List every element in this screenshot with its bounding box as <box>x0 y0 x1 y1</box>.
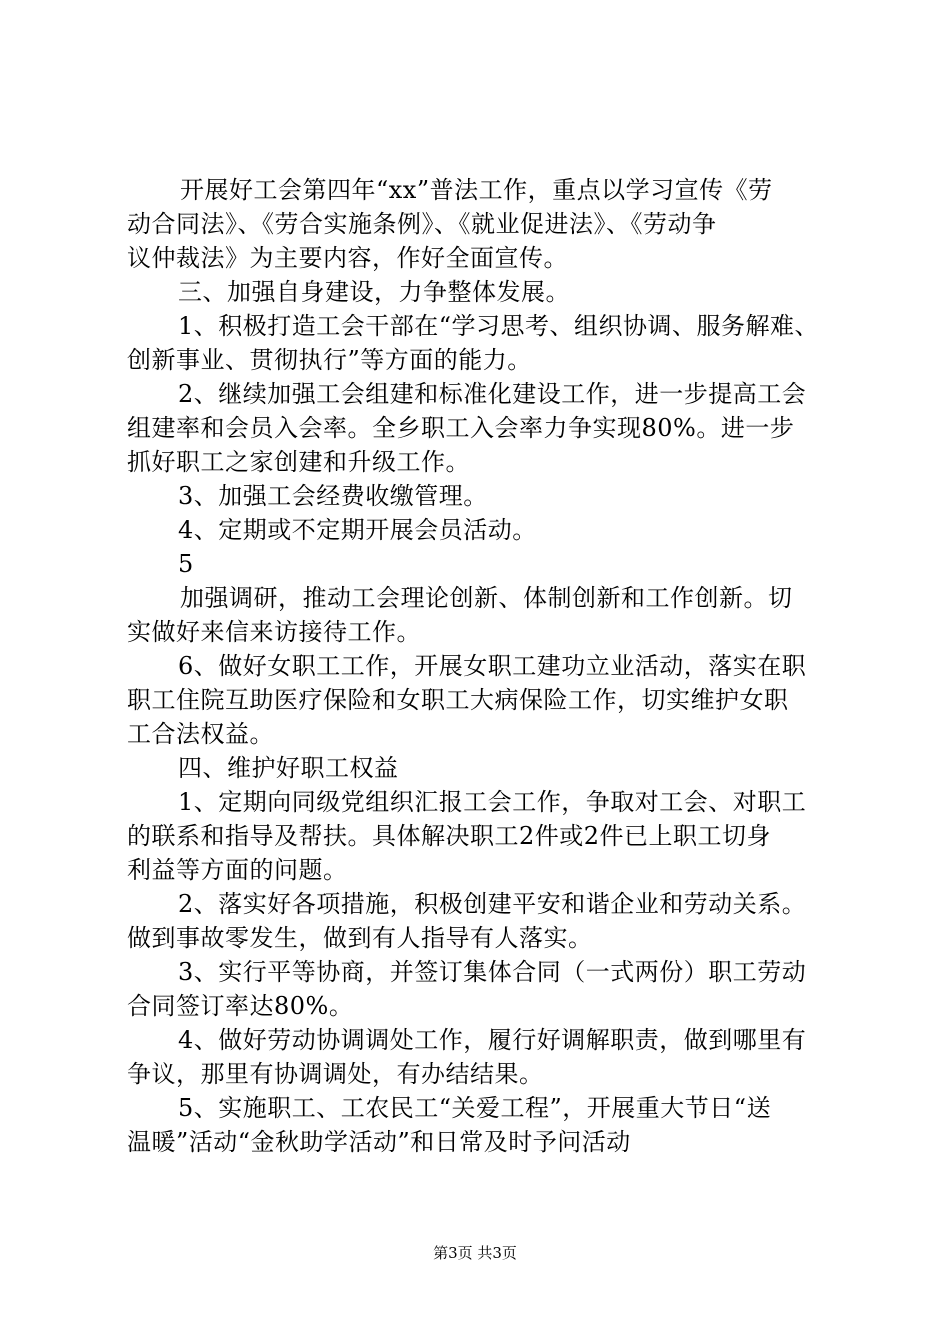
text-line: 抓好职工之家创建和升级工作。 <box>127 448 470 476</box>
text-line: 1、定期向同级党组织汇报工会工作，争取对工会、对职工 <box>178 788 807 816</box>
text-line: 2、落实好各项措施，积极创建平安和谐企业和劳动关系。 <box>178 890 807 918</box>
text-line: 的联系和指导及帮扶。具体解决职工2件或2件已上职工切身 <box>127 822 772 850</box>
text-line: 做到事故零发生，做到有人指导有人落实。 <box>127 924 593 952</box>
section-heading: 三、加强自身建设，力争整体发展。 <box>178 278 570 306</box>
text-line: 3、实行平等协商，并签订集体合同（一式两份）职工劳动 <box>178 958 807 986</box>
text-line: 5、实施职工、工农民工“关爱工程”，开展重大节日“送 <box>178 1094 772 1122</box>
text-line: 职工住院互助医疗保险和女职工大病保险工作，切实维护女职 <box>127 686 789 714</box>
text-line: 温暖”活动“金秋助学活动”和日常及时予问活动 <box>127 1128 631 1156</box>
page-number-label: 第3页 共3页 <box>433 1244 517 1262</box>
text-line: 4、定期或不定期开展会员活动。 <box>178 516 537 544</box>
text-line: 组建率和会员入会率。全乡职工入会率力争实现80%。进一步 <box>127 414 795 442</box>
text-line: 动合同法》、《劳合实施条例》、《就业促进法》、《劳动争 <box>127 210 717 238</box>
page-footer <box>0 1243 950 1263</box>
section-heading: 四、维护好职工权益 <box>178 754 399 782</box>
text-line: 3、加强工会经费收缴管理。 <box>178 482 488 510</box>
text-line: 加强调研，推动工会理论创新、体制创新和工作创新。切 <box>180 584 793 612</box>
text-line: 实做好来信来访接待工作。 <box>127 618 421 646</box>
text-line: 开展好工会第四年“xx”普法工作，重点以学习宣传《劳 <box>180 176 773 204</box>
text-line: 争议，那里有协调调处，有办结结果。 <box>127 1060 544 1088</box>
text-line: 2、继续加强工会组建和标准化建设工作，进一步提高工会 <box>178 380 807 408</box>
text-line: 1、积极打造工会干部在“学习思考、组织协调、服务解难、 <box>178 312 820 340</box>
text-line: 6、做好女职工工作，开展女职工建功立业活动，落实在职 <box>178 652 807 680</box>
text-line: 利益等方面的问题。 <box>127 856 348 884</box>
text-line: 工合法权益。 <box>127 720 274 748</box>
text-line: 创新事业、贯彻执行”等方面的能力。 <box>127 346 532 374</box>
text-line: 议仲裁法》为主要内容，作好全面宣传。 <box>127 244 568 272</box>
text-line: 5 <box>178 550 194 578</box>
text-line: 合同签订率达80%。 <box>127 992 354 1020</box>
text-line: 4、做好劳动协调调处工作，履行好调解职责，做到哪里有 <box>178 1026 807 1054</box>
